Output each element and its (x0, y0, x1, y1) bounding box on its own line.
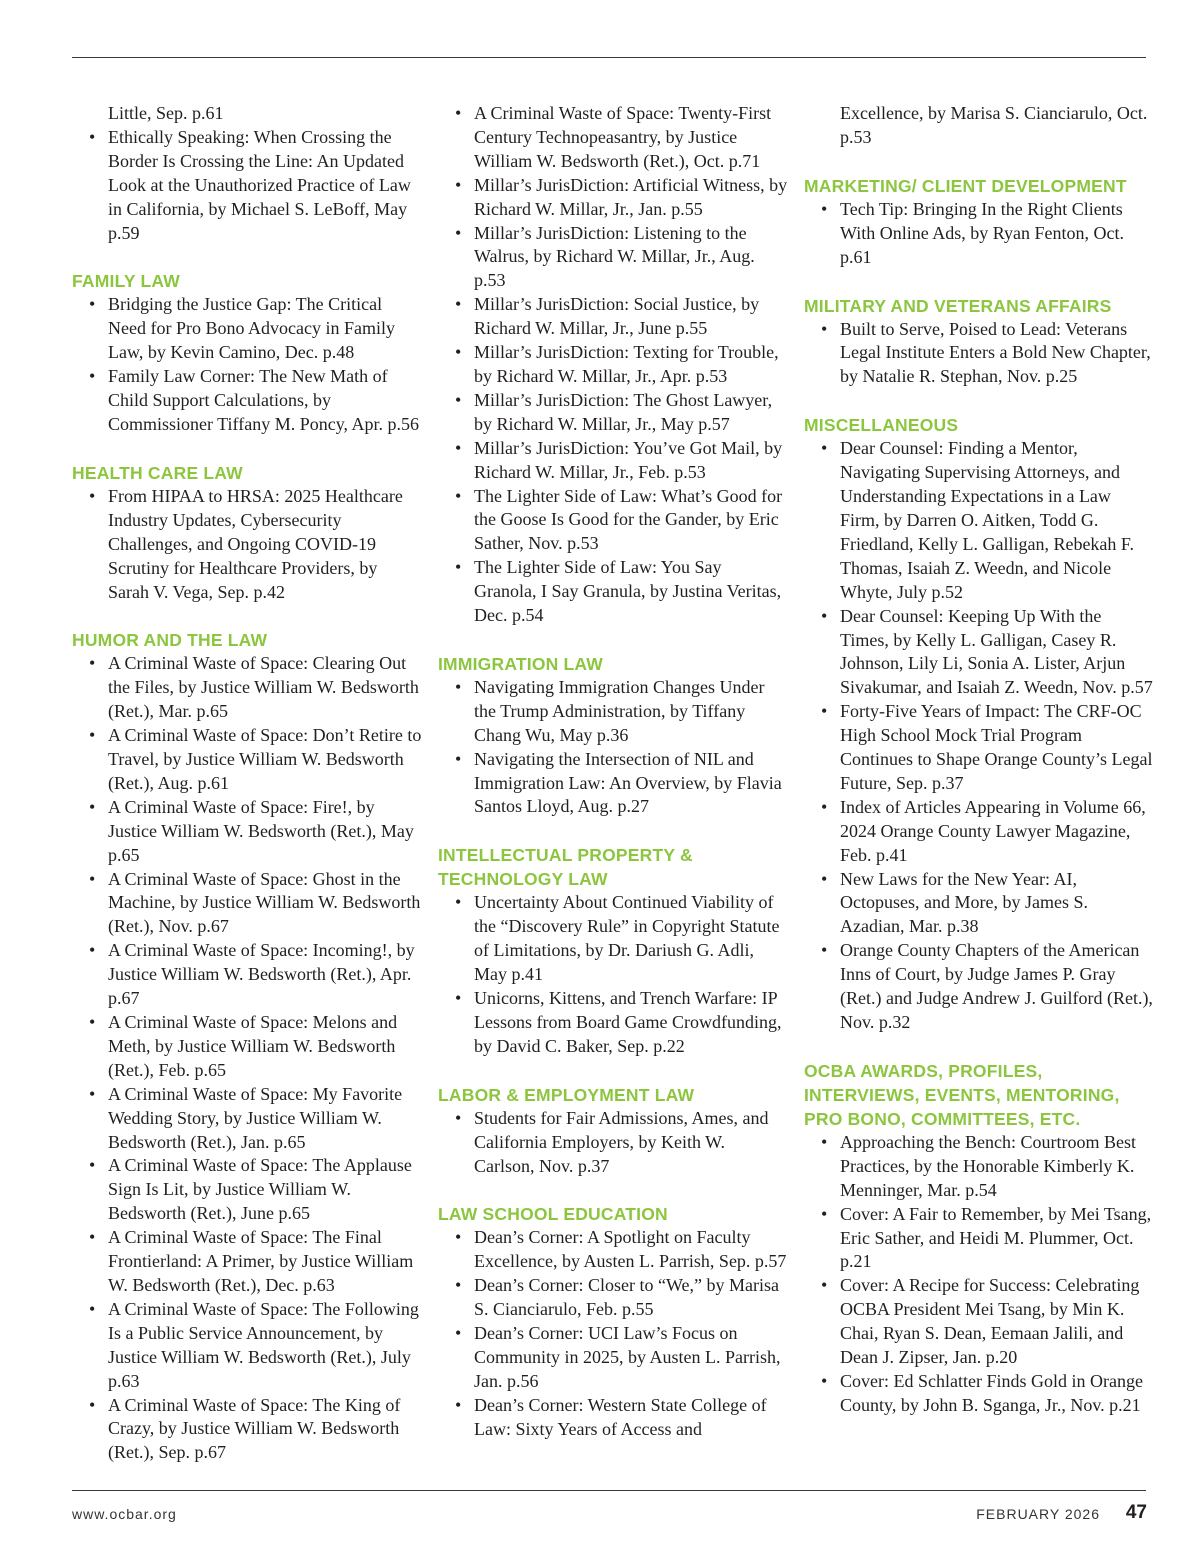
article-text: A Criminal Waste of Space: My Favorite Wedding Story, by Justice William W. Bedsworth (Ret.), Jan. p.65 (108, 1083, 403, 1152)
bullet-icon: • (455, 1227, 462, 1248)
article-text: Unicorns, Kittens, and Trench Warfare: IP Lessons from Board Game Crowdfunding, by David C. Baker, Sep. p.22 (474, 988, 782, 1056)
index-section (804, 174, 1154, 270)
article-entry (72, 1226, 422, 1298)
bullet-icon: • (89, 1083, 96, 1104)
page-number: 47 (1125, 1502, 1147, 1523)
article-text: Navigating Immigration Changes Under the Trump Administration, by Tiffany Chang Wu, May p.36 (474, 676, 765, 745)
article-entry (72, 485, 422, 605)
article-entry (804, 318, 1154, 390)
bullet-icon: • (821, 701, 828, 722)
article-text: Little, Sep. p.61 (108, 103, 224, 123)
bullet-icon: • (455, 294, 462, 315)
article-text: Millar’s JurisDiction: Texting for Trouble, by Richard W. Millar, Jr., Apr. p.53 (474, 342, 779, 386)
article-entry (804, 939, 1154, 1035)
article-entry (438, 676, 788, 748)
index-section (72, 628, 422, 1465)
article-text: A Criminal Waste of Space: The Final Frontierland: A Primer, by Justice William W. Bedsworth (Ret.), Dec. p.63 (108, 1227, 414, 1295)
bullet-icon: • (821, 868, 828, 889)
article-entry (804, 700, 1154, 796)
article-text: Dear Counsel: Keeping Up With the Times, by Kelly L. Galligan, Casey R. Johnson, Lily Li, Sonia A. Lister, Arjun Sivakumar, and Isaiah Z. Weedn, Nov. p.57 (840, 605, 1153, 698)
bullet-icon: • (821, 198, 828, 219)
footer-website[interactable]: www.ocbar.org (72, 1506, 177, 1522)
index-section (72, 269, 422, 436)
bullet-icon: • (821, 940, 828, 961)
article-index (0, 102, 1200, 1488)
article-list (438, 891, 788, 1058)
index-section (804, 413, 1154, 1035)
bullet-icon: • (455, 1107, 462, 1128)
article-entry (438, 891, 788, 987)
article-text: Millar’s JurisDiction: Listening to the Walrus, by Richard W. Millar, Jr., Aug. p.53 (474, 222, 755, 291)
bullet-icon: • (455, 1275, 462, 1296)
section-heading: LAW SCHOOL EDUCATION (438, 1204, 668, 1225)
bullet-icon: • (821, 1275, 828, 1296)
article-text: Dear Counsel: Finding a Mentor, Navigating Supervising Attorneys, and Understanding Expectations in a Law Firm, by Darren O. Aitken, Todd G. Friedland, Kelly L. Galligan, Rebekah F. Thomas, Isaiah Z. Weedn, and Nicole Whyte, July p.52 (840, 438, 1134, 602)
article-entry (72, 1083, 422, 1155)
article-entry (72, 652, 422, 724)
article-text: Approaching the Bench: Courtroom Best Practices, by the Honorable Kimberly K. Menninger, Mar. p.54 (840, 1131, 1136, 1200)
article-text: A Criminal Waste of Space: Don’t Retire to Travel, by Justice William W. Bedsworth (Ret.), Aug. p.61 (108, 725, 422, 793)
article-text: The Lighter Side of Law: What’s Good for the Goose Is Good for the Gander, by Eric Sather, Nov. p.53 (474, 485, 783, 554)
bullet-icon: • (455, 485, 462, 506)
bullet-icon: • (821, 605, 828, 626)
article-text: Cover: Ed Schlatter Finds Gold in Orange County, by John B. Sganga, Jr., Nov. p.21 (840, 1370, 1143, 1415)
bullet-icon: • (455, 988, 462, 1008)
bullet-icon: • (455, 222, 462, 243)
article-entry (438, 222, 788, 294)
article-entry (804, 796, 1154, 868)
bullet-icon: • (455, 1323, 462, 1344)
article-text: A Criminal Waste of Space: The Applause Sign Is Lit, by Justice William W. Bedsworth (Ret.), June p.65 (108, 1155, 412, 1224)
bullet-icon: • (821, 796, 828, 817)
article-text: Cover: A Recipe for Success: Celebrating OCBA President Mei Tsang, by Min K. Chai, Ryan S. Dean, Eemaan Jalili, and Dean J. Zipser, Jan. p.20 (840, 1275, 1140, 1368)
article-entry (804, 1131, 1154, 1203)
bullet-icon: • (89, 1155, 96, 1176)
article-text: A Criminal Waste of Space: Ghost in the Machine, by Justice William W. Bedsworth (Ret.), Nov. p.67 (108, 868, 421, 937)
article-entry (72, 126, 422, 246)
article-entry (438, 102, 788, 174)
bullet-icon: • (89, 1227, 96, 1248)
article-list (72, 293, 422, 436)
article-text: From HIPAA to HRSA: 2025 Healthcare Industry Updates, Cybersecurity Challenges, and Ongoing COVID-19 Scrutiny for Healthcare Providers, by Sarah V. Vega, Sep. p.42 (108, 485, 403, 602)
bullet-icon: • (89, 366, 96, 387)
article-entry (804, 102, 1154, 150)
bullet-icon: • (89, 485, 96, 506)
section-heading: HEALTH CARE LAW (72, 462, 243, 483)
bullet-icon: • (455, 1394, 462, 1415)
article-entry (438, 1394, 788, 1442)
article-entry (438, 174, 788, 222)
article-entry (804, 198, 1154, 270)
article-list (804, 1131, 1154, 1418)
article-entry (438, 437, 788, 485)
article-text: Millar’s JurisDiction: The Ghost Lawyer, by Richard W. Millar, Jr., May p.57 (474, 389, 773, 434)
index-section (438, 652, 788, 819)
bullet-icon: • (455, 342, 462, 363)
bullet-icon: • (455, 748, 462, 769)
article-list (804, 198, 1154, 270)
article-list (438, 102, 788, 628)
article-entry (438, 1322, 788, 1394)
bullet-icon: • (455, 174, 462, 195)
article-entry (72, 1011, 422, 1083)
article-text: Family Law Corner: The New Math of Child Support Calculations, by Commissioner Tiffany M. Poncy, Apr. p.56 (108, 366, 420, 434)
article-text: Excellence, by Marisa S. Cianciarulo, Oct. p.53 (840, 103, 1148, 147)
article-text: A Criminal Waste of Space: Clearing Out the Files, by Justice William W. Bedsworth (Ret.), Mar. p.65 (108, 653, 419, 722)
article-text: Cover: A Fair to Remember, by Mei Tsang, Eric Sather, and Heidi M. Plummer, Oct. p.21 (840, 1203, 1152, 1272)
article-entry (72, 1154, 422, 1226)
article-text: Tech Tip: Bringing In the Right Clients With Online Ads, by Ryan Fenton, Oct. p.61 (840, 198, 1125, 267)
article-text: Bridging the Justice Gap: The Critical Need for Pro Bono Advocacy in Family Law, by Kevin Camino, Dec. p.48 (108, 294, 395, 363)
index-section (804, 294, 1154, 390)
bullet-icon: • (821, 1131, 828, 1152)
bullet-icon: • (89, 940, 96, 961)
article-text: A Criminal Waste of Space: The Following Is a Public Service Announcement, by Justice William W. Bedsworth (Ret.), July p.63 (108, 1298, 419, 1391)
article-entry (72, 724, 422, 796)
article-entry (438, 987, 788, 1059)
bullet-icon: • (89, 294, 96, 315)
section-heading: FAMILY LAW (72, 271, 180, 292)
article-text: Millar’s JurisDiction: Artificial Witness, by Richard W. Millar, Jr., Jan. p.55 (474, 174, 788, 219)
section-heading: MISCELLANEOUS (804, 415, 959, 436)
index-section (72, 102, 422, 245)
index-section (438, 1202, 788, 1441)
footer-date: FEBRUARY 2026 (976, 1506, 1100, 1522)
article-entry (438, 1274, 788, 1322)
section-heading: MILITARY AND VETERANS AFFAIRS (804, 295, 1112, 316)
index-section (804, 102, 1154, 150)
article-entry (438, 293, 788, 341)
article-entry (72, 102, 422, 126)
article-list (438, 1107, 788, 1179)
article-list (72, 485, 422, 605)
article-text: Dean’s Corner: Closer to “We,” by Marisa S. Cianciarulo, Feb. p.55 (474, 1275, 779, 1320)
bullet-icon: • (455, 389, 462, 410)
column-2 (438, 102, 788, 1466)
article-entry (804, 437, 1154, 604)
article-text: A Criminal Waste of Space: Incoming!, by Justice William W. Bedsworth (Ret.), Apr. p.67 (108, 940, 415, 1009)
bullet-icon: • (455, 557, 462, 578)
article-entry (72, 293, 422, 365)
article-text: Orange County Chapters of the American Inns of Court, by Judge James P. Gray (Ret.) and Judge Andrew J. Guilford (Ret.), Nov. p.32 (840, 940, 1153, 1032)
bullet-icon: • (455, 676, 462, 697)
article-list (438, 1226, 788, 1441)
article-text: New Laws for the New Year: AI, Octopuses, and More, by James S. Azadian, Mar. p.38 (840, 868, 1088, 937)
section-heading: LABOR & EMPLOYMENT LAW (438, 1084, 695, 1105)
article-list (72, 102, 422, 245)
article-list (804, 102, 1154, 150)
article-entry (438, 1226, 788, 1274)
article-entry (438, 556, 788, 628)
bullet-icon: • (89, 653, 96, 674)
article-text: Navigating the Intersection of NIL and Immigration Law: An Overview, by Flavia Santos Lloyd, Aug. p.27 (474, 748, 782, 817)
article-entry (438, 485, 788, 557)
article-entry (72, 939, 422, 1011)
article-entry (804, 1370, 1154, 1418)
section-heading: INTELLECTUAL PROPERTY & TECHNOLOGY LAW (438, 845, 693, 890)
article-entry (438, 1107, 788, 1179)
article-entry (72, 868, 422, 940)
article-text: Students for Fair Admissions, Ames, and California Employers, by Keith W. Carlson, Nov. p.37 (474, 1107, 769, 1176)
bullet-icon: • (821, 1370, 828, 1391)
index-section (438, 1083, 788, 1179)
article-text: Ethically Speaking: When Crossing the Border Is Crossing the Line: An Updated Look at the Unauthorized Practice of Law in California, by Michael S. LeBoff, May p.59 (108, 126, 411, 243)
article-entry (804, 1274, 1154, 1370)
bullet-icon: • (89, 868, 96, 889)
article-text: Uncertainty About Continued Viability of the “Discovery Rule” in Copyright Statute of Limitations, by Dr. Dariush G. Adli, May p.41 (474, 892, 780, 985)
article-text: Index of Articles Appearing in Volume 66, 2024 Orange County Lawyer Magazine, Feb. p.41 (840, 796, 1146, 865)
bullet-icon: • (89, 1012, 96, 1032)
section-heading: MARKETING/ CLIENT DEVELOPMENT (804, 175, 1127, 196)
article-list (804, 437, 1154, 1035)
article-entry (72, 796, 422, 868)
column-3 (804, 102, 1154, 1442)
index-section (72, 461, 422, 605)
bullet-icon: • (821, 318, 828, 339)
bullet-icon: • (455, 103, 462, 123)
article-entry (72, 1298, 422, 1394)
bullet-icon: • (821, 1203, 828, 1224)
bullet-icon: • (89, 1298, 96, 1319)
bullet-icon: • (89, 796, 96, 817)
article-text: Dean’s Corner: A Spotlight on Faculty Excellence, by Austen L. Parrish, Sep. p.57 (474, 1227, 787, 1272)
article-entry (804, 605, 1154, 701)
article-text: Forty-Five Years of Impact: The CRF-OC High School Mock Trial Program Continues to Shape Orange County’s Legal Future, Sep. p.37 (840, 701, 1153, 793)
index-section (804, 1059, 1154, 1418)
article-text: Dean’s Corner: UCI Law’s Focus on Community in 2025, by Austen L. Parrish, Jan. p.56 (474, 1323, 781, 1391)
section-heading: HUMOR AND THE LAW (72, 630, 268, 651)
article-text: A Criminal Waste of Space: Twenty-First Century Technopeasantry, by Justice William W. Bedsworth (Ret.), Oct. p.71 (474, 103, 772, 171)
bullet-icon: • (455, 437, 462, 458)
article-text: Millar’s JurisDiction: You’ve Got Mail, by Richard W. Millar, Jr., Feb. p.53 (474, 437, 783, 482)
index-section (438, 102, 788, 628)
bullet-icon: • (455, 892, 462, 913)
bullet-icon: • (821, 438, 828, 459)
column-1 (72, 102, 422, 1489)
index-section (438, 843, 788, 1058)
article-text: Built to Serve, Poised to Lead: Veterans Legal Institute Enters a Bold New Chapter, by Natalie R. Stephan, Nov. p.25 (840, 318, 1151, 387)
article-list (804, 318, 1154, 390)
section-heading: IMMIGRATION LAW (438, 653, 604, 674)
article-entry (804, 1203, 1154, 1275)
bullet-icon: • (89, 725, 96, 746)
article-entry (438, 341, 788, 389)
article-text: Dean’s Corner: Western State College of Law: Sixty Years of Access and (474, 1394, 767, 1439)
article-list (438, 676, 788, 819)
article-list (72, 652, 422, 1465)
bullet-icon: • (89, 126, 96, 147)
article-entry (438, 389, 788, 437)
bottom-rule (72, 1490, 1146, 1491)
bullet-icon: • (89, 1394, 96, 1415)
article-text: A Criminal Waste of Space: Melons and Meth, by Justice William W. Bedsworth (Ret.), Feb. p.65 (108, 1012, 398, 1080)
section-heading: OCBA AWARDS, PROFILES, INTERVIEWS, EVENTS, MENTORING, PRO BONO, COMMITTEES, ETC. (804, 1060, 1120, 1129)
article-entry (438, 748, 788, 820)
article-text: The Lighter Side of Law: You Say Granola, I Say Granula, by Justina Veritas, Dec. p.54 (474, 557, 782, 626)
article-text: A Criminal Waste of Space: Fire!, by Justice William W. Bedsworth (Ret.), May p.65 (108, 796, 414, 865)
article-text: Millar’s JurisDiction: Social Justice, by Richard W. Millar, Jr., June p.55 (474, 294, 760, 339)
article-text: A Criminal Waste of Space: The King of Crazy, by Justice William W. Bedsworth (Ret.), Sep. p.67 (108, 1394, 401, 1463)
article-entry (72, 1394, 422, 1466)
article-entry (804, 868, 1154, 940)
top-rule (72, 57, 1146, 58)
article-entry (72, 365, 422, 437)
